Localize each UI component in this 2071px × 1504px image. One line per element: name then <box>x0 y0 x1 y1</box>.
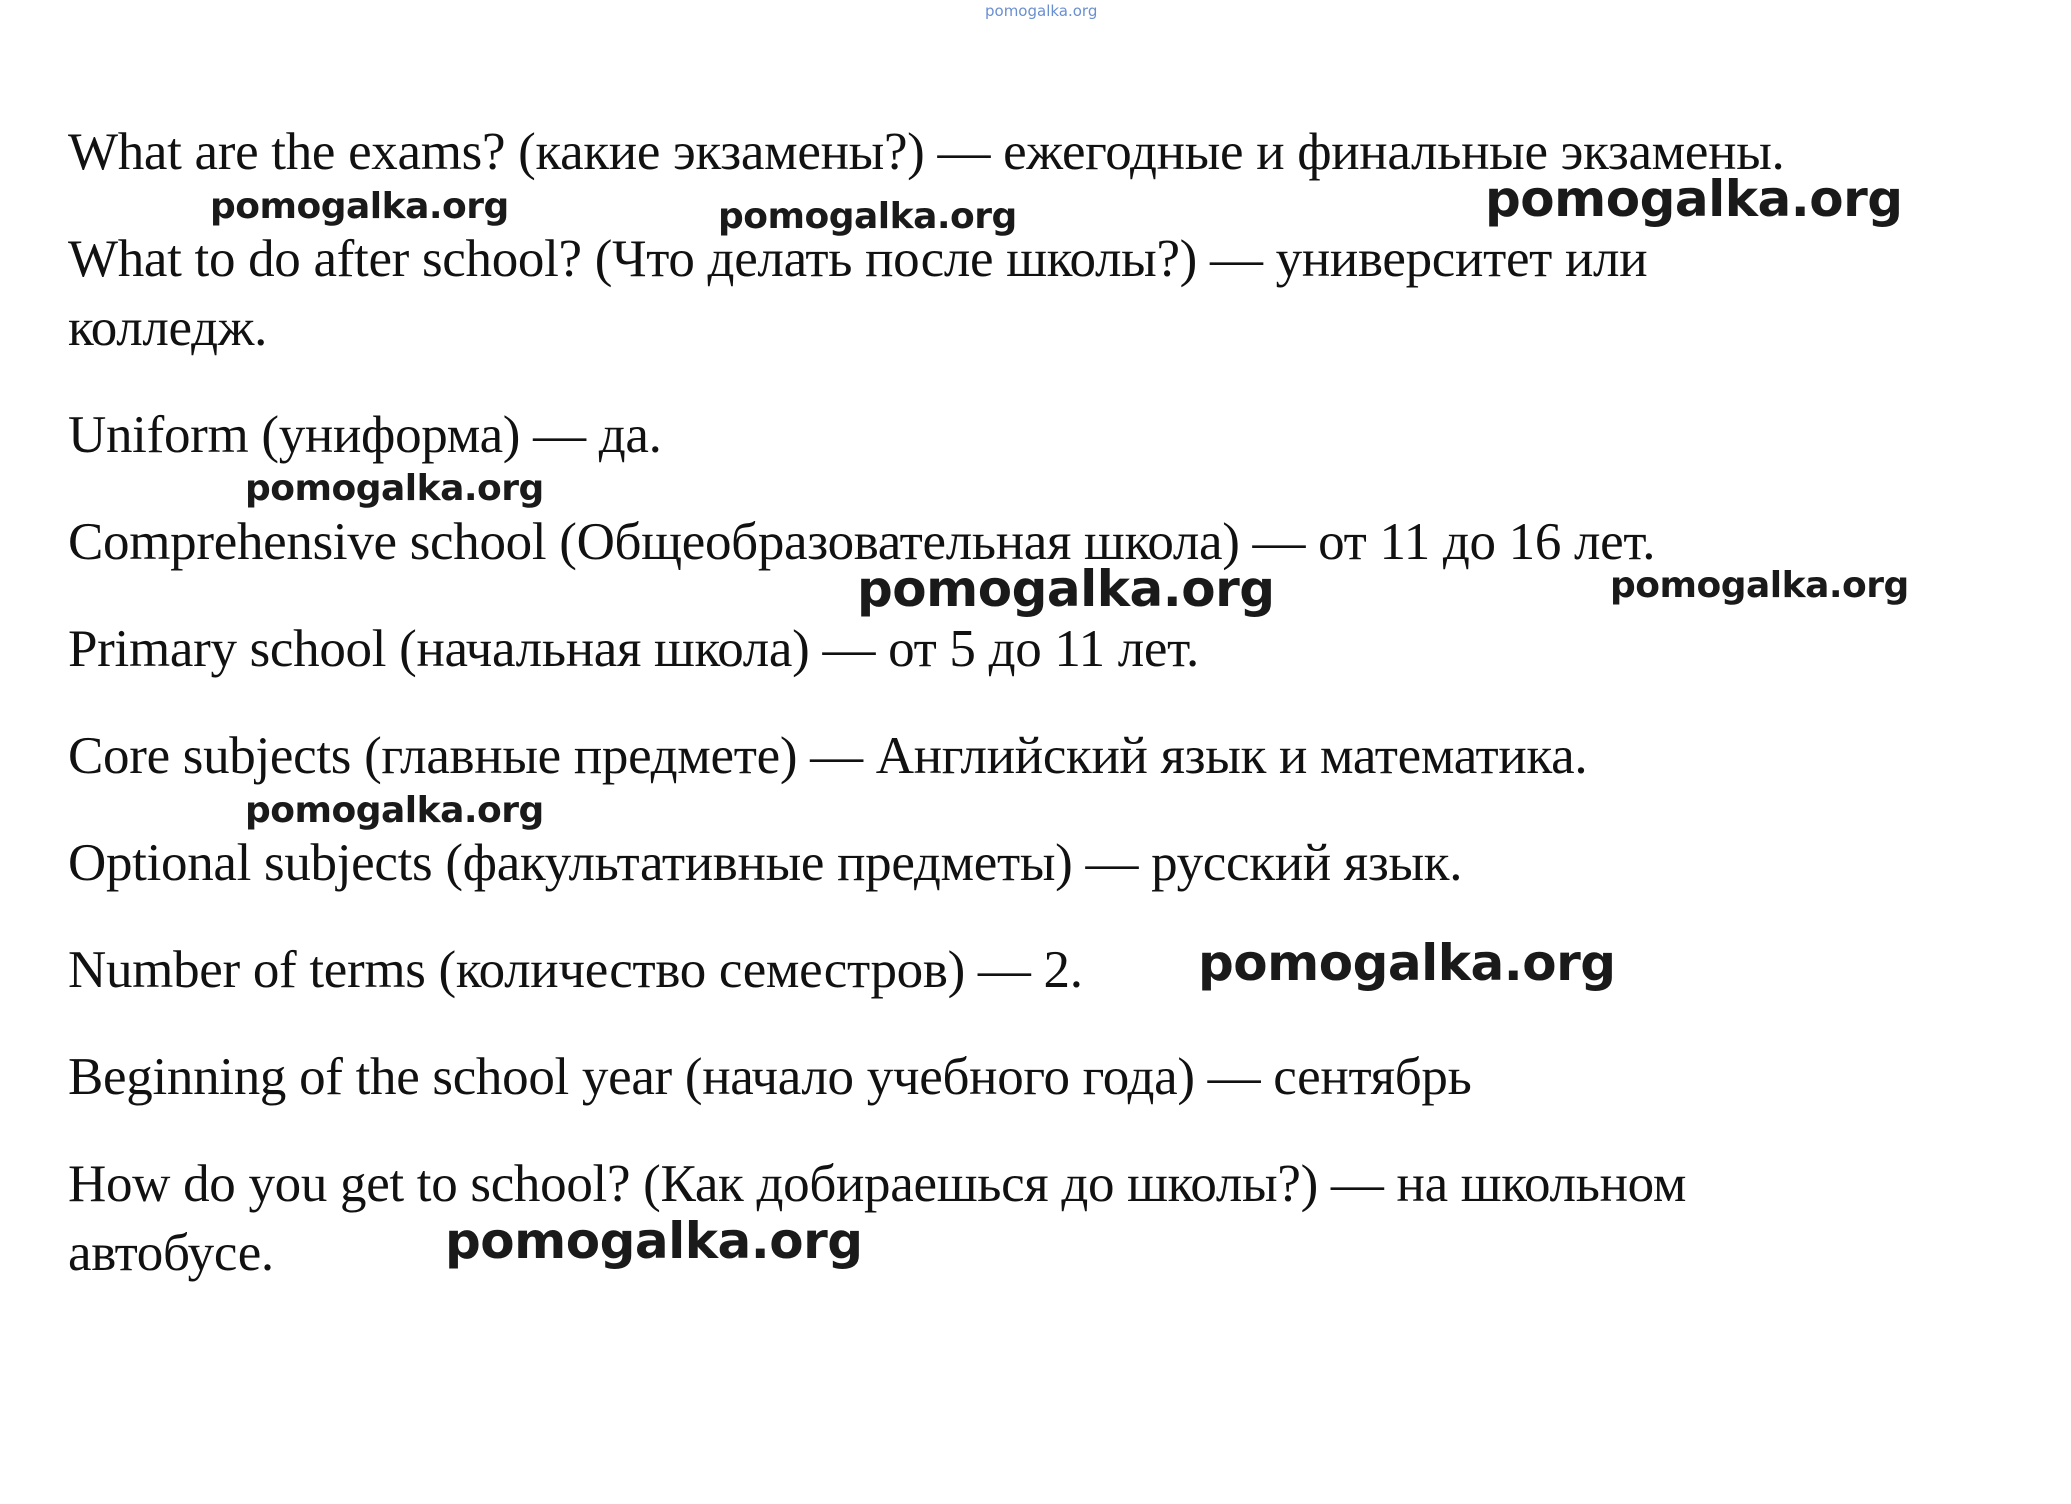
watermark-logo: pomogalka.org <box>245 468 544 509</box>
watermark-logo: pomogalka.org <box>245 790 544 831</box>
text-line-core-subjects: Core subjects (главные предмете) — Английский язык и математика. <box>68 727 1588 785</box>
text-line-comprehensive: Comprehensive school (Общеобразовательная школа) — от 11 до 16 лет. <box>68 513 1656 571</box>
watermark-logo: pomogalka.org <box>1610 565 1909 606</box>
text-line-get-to-school-cont: автобусе. <box>68 1224 274 1282</box>
text-line-after-school-cont: колледж. <box>68 299 268 357</box>
header-site-label: pomogalka.org <box>985 2 1098 20</box>
text-line-optional-subjects: Optional subjects (факультативные предметы) — русский язык. <box>68 834 1463 892</box>
text-line-get-to-school: How do you get to school? (Как добираешься до школы?) — на школьном <box>68 1155 1687 1213</box>
watermark-logo: pomogalka.org <box>718 196 1017 237</box>
text-line-uniform: Uniform (униформа) — да. <box>68 406 662 464</box>
text-line-terms: Number of terms (количество семестров) — 2. <box>68 941 1083 999</box>
text-line-school-year: Beginning of the school year (начало учебного года) — сентябрь <box>68 1048 1472 1106</box>
watermark-logo: pomogalka.org <box>445 1212 863 1270</box>
text-line-exams: What are the exams? (какие экзамены?) — ежегодные и финальные экзамены. <box>68 123 1785 181</box>
watermark-logo: pomogalka.org <box>857 560 1275 618</box>
text-line-after-school: What to do after school? (Что делать после школы?) — университет или <box>68 230 1648 288</box>
watermark-logo: pomogalka.org <box>1198 934 1616 992</box>
watermark-logo: pomogalka.org <box>1485 170 1903 228</box>
text-line-primary: Primary school (начальная школа) — от 5 до 11 лет. <box>68 620 1199 678</box>
watermark-logo: pomogalka.org <box>210 186 509 227</box>
